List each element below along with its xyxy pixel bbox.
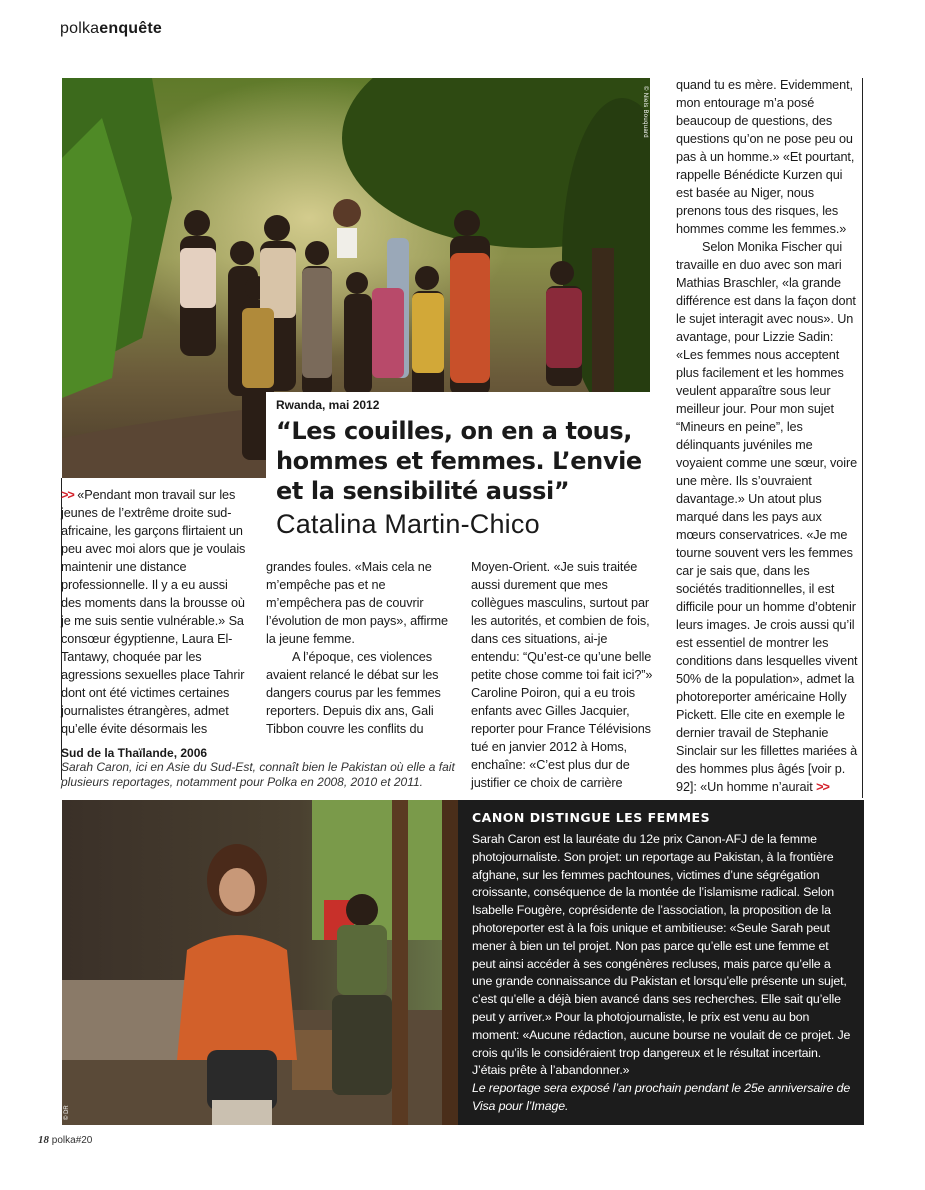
quote-place: Rwanda, mai 2012	[276, 398, 380, 412]
sarah-caron-photo	[62, 800, 458, 1125]
page-number: 18	[38, 1134, 49, 1146]
col4-paragraph-2-text: Selon Monika Fischer qui travaille en duo avec son mari Mathias Braschler, «la grande différence est dans la façon dont le sujet interagit avec nous». Un avantage, pour Lizzie Sadin: «Les femmes nous acceptent plus facilement et les hommes veulent apparaître sous leur meilleur jour. Pour mon sujet “Mineurs en peine”, les délinquants juvéniles me voyaient comme une sœur, voire une mère. Ils s’ouvraient davantage.» Un atout plus marqué dans les pays aux mœurs conservatrices. «Je me tourne souvent vers les femmes car je sais que, dans les sociétés traditionnelles, il est difficile pour un homme d’obtenir leurs images. Je crois aussi qu’il est essentiel de montrer les conditions dans lesquelles vivent 50% de la population», admet la photoreporter américaine Holly Pickett. Elle cite en exemple le dernier travail de Stephanie Sinclair sur les fillettes mariées à des hommes plus âgés [voir p. 92]: «Un homme n’aurait	[676, 240, 858, 794]
article-column-4	[676, 76, 858, 796]
bottom-photo	[62, 800, 458, 1125]
boxout-title: CANON DISTINGUE LES FEMMES	[472, 810, 711, 825]
right-column-rule	[862, 78, 863, 798]
col3-text: Moyen-Orient. «Je suis traitée aussi durement que mes collègues masculins, surtout par les autorités, et combien de fois, dans ces situations, ai-je entendu: “Qu’est-ce qu’une belle petite chose comme toi fait ici?”» Caroline Poiron, qui a eu trois enfants avec Gilles Jacquier, reporter pour France Télévisions tué en janvier 2012 à Homs, enchaîne: «C’est plus dur de justifier ce choix de carrière	[471, 560, 653, 790]
pull-quote: “Les couilles, on en a tous, hommes et femmes. L’envie et la sensibilité aussi”	[276, 417, 642, 505]
article-column-3	[471, 558, 653, 792]
photo-credit-top: © Niels Bouquard	[642, 86, 648, 138]
continue-arrow-in: >>	[61, 488, 74, 502]
section-name-bold: enquête	[99, 20, 162, 37]
page-footer	[38, 1134, 92, 1146]
article-column-1	[61, 486, 247, 738]
photo-caption	[61, 746, 461, 790]
magazine-issue: polka#20	[51, 1135, 93, 1146]
boxout-italic-note: Le reportage sera exposé l’an prochain pendant le 25e anniversaire de Visa pour l’Image.	[472, 1081, 851, 1113]
quote-box	[266, 392, 662, 552]
caption-title: Sud de la Thaïlande, 2006	[61, 746, 208, 760]
col4-paragraph-2	[676, 238, 858, 796]
canon-boxout	[458, 800, 864, 1125]
col2-paragraph-2: A l’époque, ces violences avaient relancé le débat sur les dangers courus par les femmes reporters. Depuis dix ans, Gali Tibbon couvre les conflits du	[266, 650, 441, 736]
section-header	[60, 20, 162, 38]
quote-author: Catalina Martin-Chico	[276, 509, 540, 539]
section-name-light: polka	[60, 20, 100, 37]
article-column-2	[266, 558, 452, 738]
photo-credit-bottom: © DR	[64, 1105, 70, 1120]
caption-text: Sarah Caron, ici en Asie du Sud-Est, connaît bien le Pakistan où elle a fait plusieurs reportages, notamment pour Polka en 2008, 2010 et 2011.	[61, 760, 455, 789]
col4-paragraph-1: quand tu es mère. Evidemment, mon entourage m’a posé beaucoup de questions, des questions qu’on ne pose peu ou pas à un homme.» «Et pourtant, rappelle Bénédicte Kurzen qui est basée au Niger, nous prenons tous des risques, les hommes comme les femmes.»	[676, 78, 855, 236]
col2-paragraph-1: grandes foules. «Mais cela ne m’empêche pas et ne m’empêchera pas de couvrir l’évolution de mon pays», affirme la jeune femme.	[266, 560, 448, 646]
continue-arrow-out: >>	[816, 780, 829, 794]
col1-text: «Pendant mon travail sur les jeunes de l’extrême droite sud-africaine, les garçons flirtaient un peu avec moi alors que je voulais maintenir une distance professionnelle. Il y a eu aussi des moments dans la brousse où je me suis sentie vulnérable.» Sa consœur égyptienne, Laura El-Tantawy, choquée par les agressions sexuelles place Tahrir dont ont été victimes certaines journalistes étrangères, admet qu’elle évite désormais les	[61, 488, 246, 736]
boxout-text: Sarah Caron est la lauréate du 12e prix Canon-AFJ de la femme photojournaliste. Son projet: un reportage au Pakistan, à la frontière afghane, sur les femmes pachtounes, victimes d’une ségrégation croissante, conséquence de la montée de l’islamisme radical. Selon Isabelle Fougère, coprésidente de l’association, la proposition de la photoreporter est à la fois unique et ambitieuse: «Seule Sarah peut mener à bien un tel projet. Non pas parce qu’elle est une femme et peut ainsi accéder à ses congénères recluses, mais parce qu’elle a une grande connaissance du Pakistan et lorsqu’elle présente un sujet, c’est qu’elle a déjà bien avancé dans ses recherches. Elle sait qu’elle peut y arriver.» Pour la photojournaliste, le prix est venu au bon moment: «Aucune rédaction, aucune bourse ne voulait de ce projet. Je crois qu’ils le considéraient trop dangereux et le résultat incertain. J’étais prête à l’abandonner.»	[472, 832, 851, 1078]
